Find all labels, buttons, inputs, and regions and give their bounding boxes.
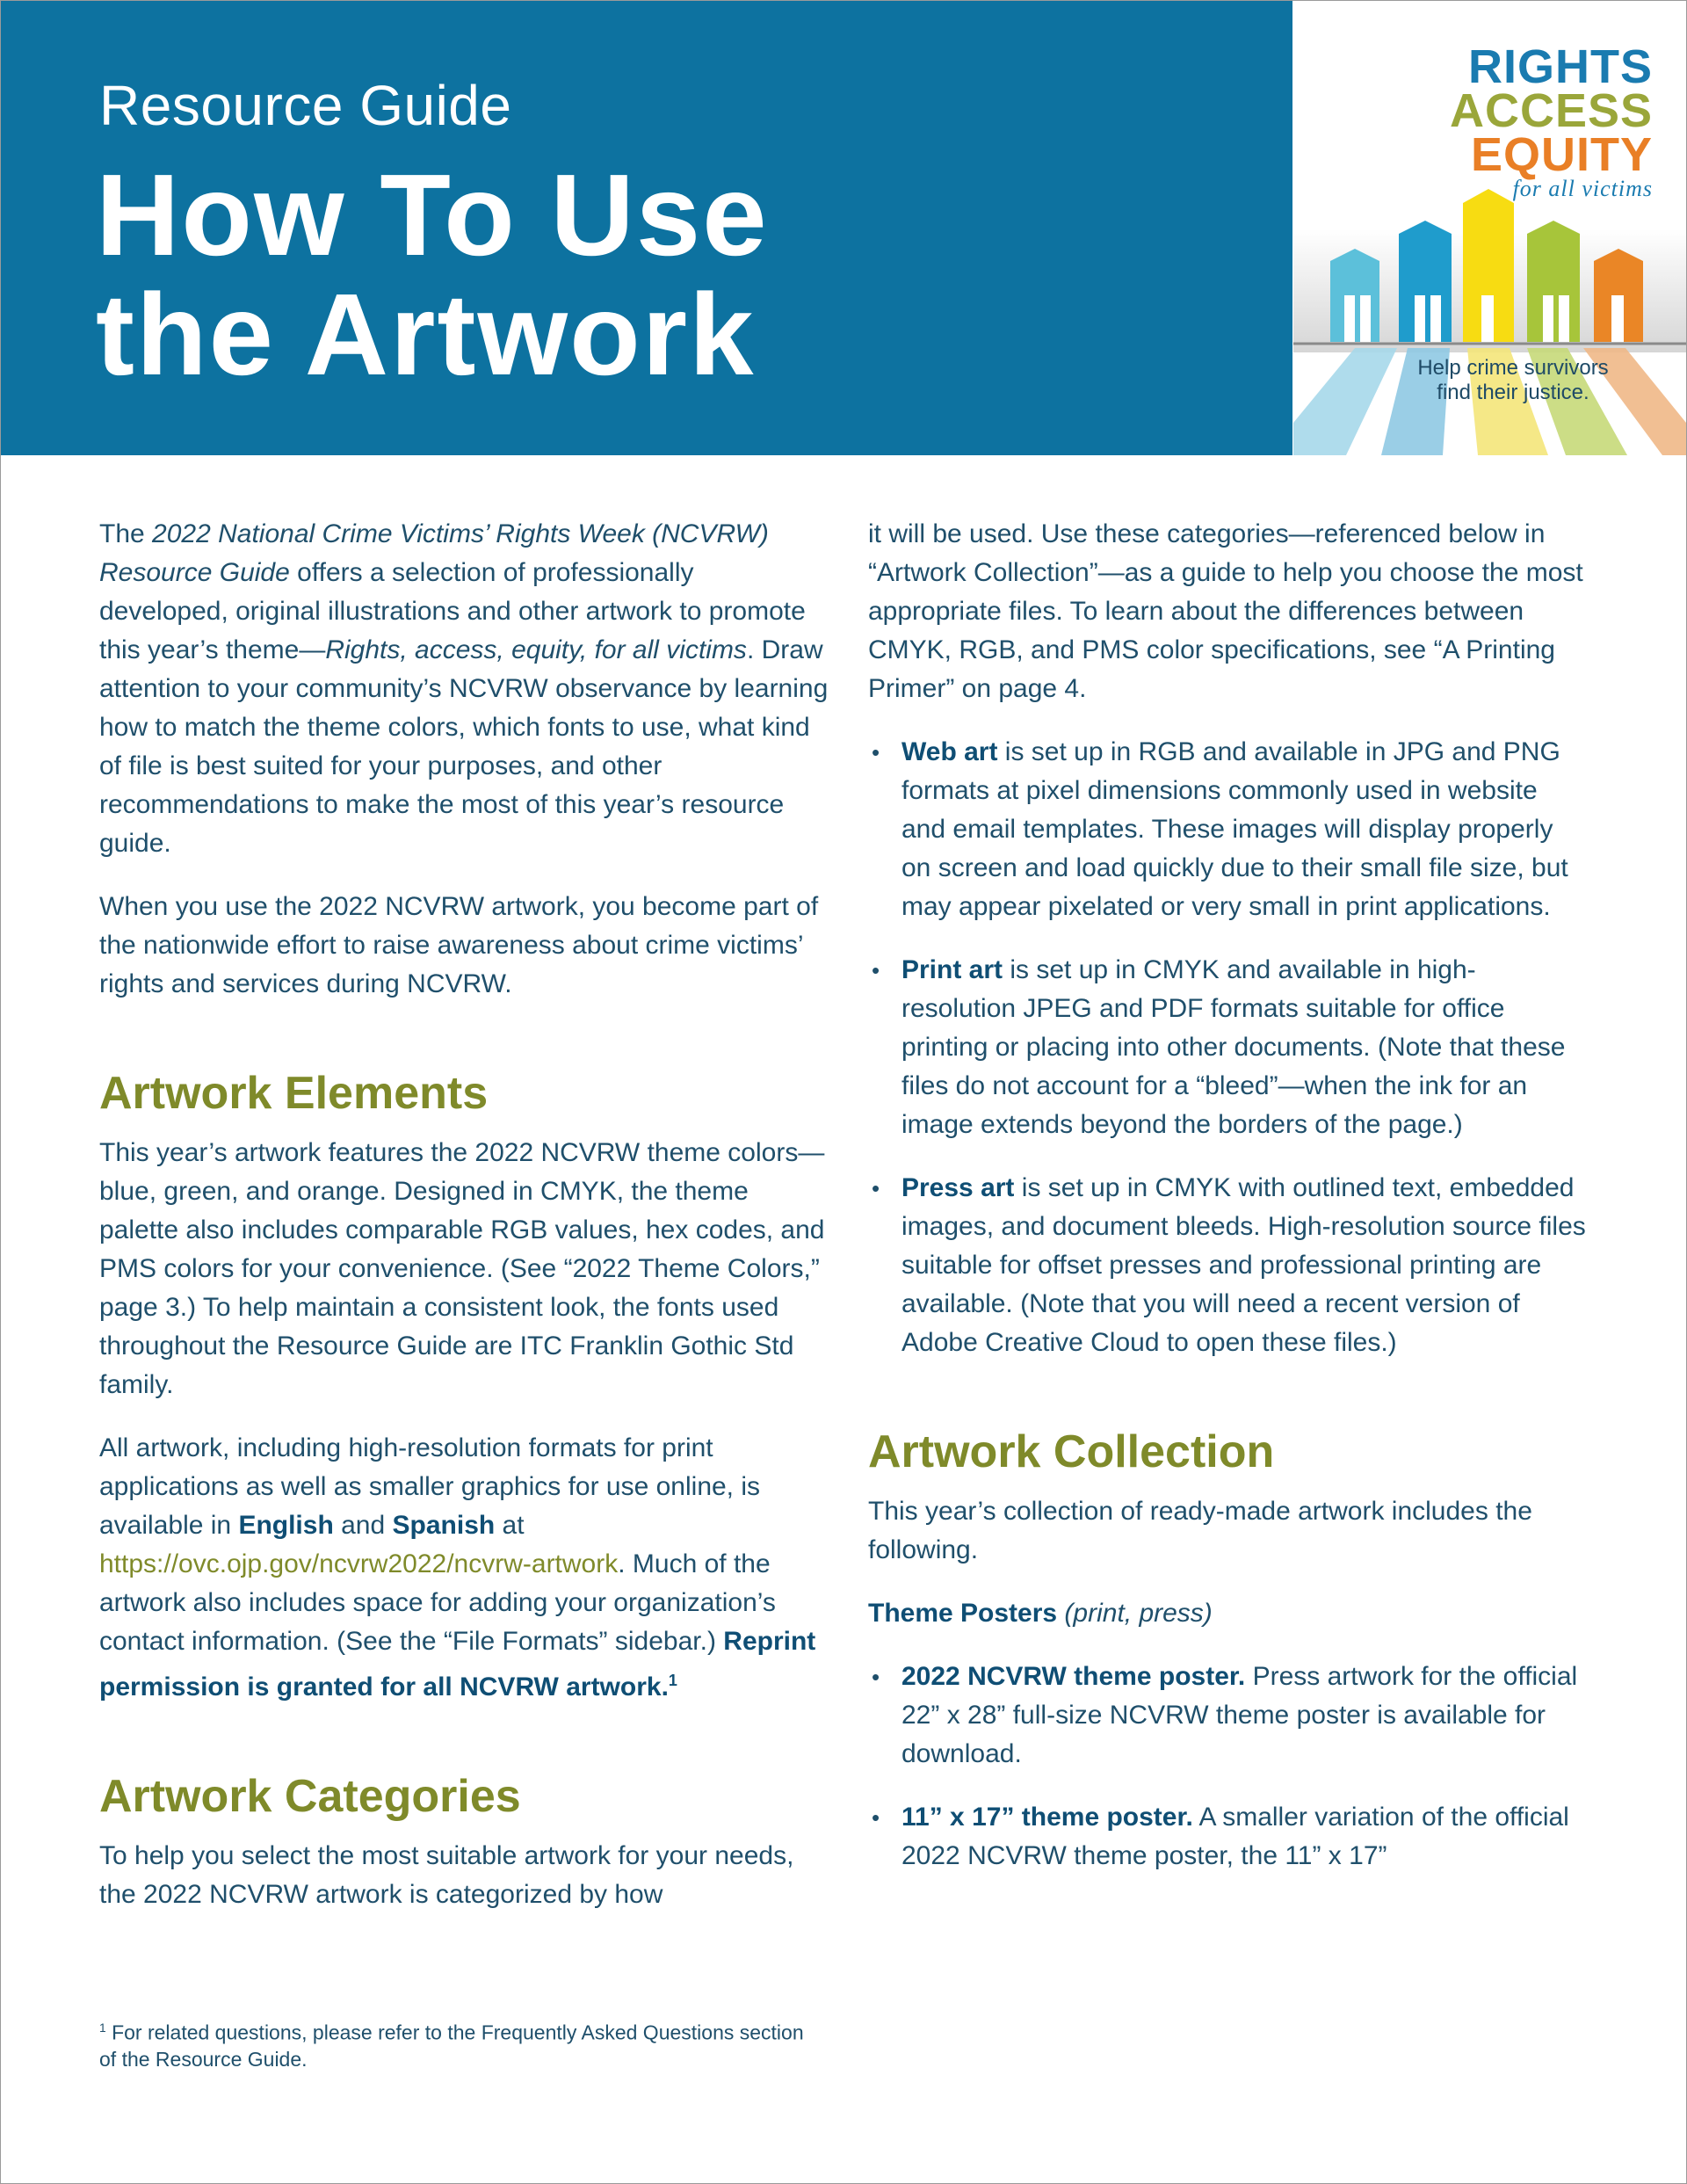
list-item-bold: 2022 NCVRW theme poster. [901, 1662, 1246, 1691]
list-item-bold: 11” x 17” theme poster. [901, 1803, 1193, 1832]
bullet-dot-icon: • [872, 957, 880, 983]
header-eyebrow: Resource Guide [99, 74, 512, 137]
bold-reprint-permission: Reprint permission is granted for all NCVRW artwork. [99, 1627, 816, 1701]
heading-artwork-elements: Artwork Elements [99, 1068, 489, 1119]
paragraph: This year’s collection of ready-made artwork includes the following. [868, 1497, 1532, 1564]
list-item-text: is set up in CMYK with outlined text, embedded images, and document bleeds. High-resolution source files suitable for offset presses and professional printing are available. (Note that you will need a recent version of Adobe Creative Cloud to open these files.) [901, 1173, 1586, 1357]
bullet-dot-icon: • [872, 739, 880, 765]
list-item-bold: Web art [901, 737, 998, 766]
page-title-line2: the Artwork [96, 270, 756, 399]
category-list [868, 733, 1589, 1362]
bold-spanish: Spanish [392, 1511, 496, 1540]
logo-line-equity: EQUITY [1470, 128, 1653, 181]
footnote-text: For related questions, please refer to the Frequently Asked Questions section of the Resource Guide. [99, 2021, 804, 2071]
page-title-line1: How To Use [96, 150, 769, 279]
bullet-dot-icon: • [872, 1804, 880, 1831]
text: All artwork, including high-resolution formats for print applications as well as smaller graphics for use online, is available in [99, 1433, 761, 1540]
list-item [868, 1798, 1589, 1876]
footnote [99, 2015, 820, 2072]
logo-line-access: ACCESS [1449, 84, 1653, 137]
list-item [868, 951, 1589, 1144]
paragraph: This year’s artwork features the 2022 NCVRW theme colors—blue, green, and orange. Designed in CMYK, the theme palette also includes comparable RGB values, hex codes, and PMS colors for your convenience. (See “2022 Theme Colors,” page 3.) To help maintain a consistent look, the fonts used throughout the Resource Guide are ITC Franklin Gothic Std family. [99, 1138, 825, 1399]
bullet-dot-icon: • [872, 1664, 880, 1690]
artwork-link[interactable]: https://ovc.ojp.gov/ncvrw2022/ncvrw-artwork [99, 1549, 619, 1578]
list-item-text: is set up in CMYK and available in high-resolution JPEG and PDF formats suitable for office printing or placing into other documents. (Note that these files do not account for a “bleed”—when the ink for an image extends beyond the borders of the page.) [901, 955, 1566, 1139]
logo-tagline [1364, 356, 1662, 405]
subheading-bold: Theme Posters [868, 1599, 1058, 1628]
list-item-bold: Print art [901, 955, 1003, 984]
text: at [495, 1511, 525, 1540]
list-item-text: Press artwork for the official 22” x 28” full-size NCVRW theme poster is available for download. [901, 1662, 1578, 1768]
footnote-ref: 1 [668, 1672, 677, 1689]
bullet-dot-icon: • [872, 1175, 880, 1201]
logo-tagline-line1: Help crime survivors [1417, 356, 1609, 380]
bold-english: English [238, 1511, 334, 1540]
intro-italic-title: 2022 National Crime Victims’ Rights Week (NCVRW) Resource Guide [99, 519, 769, 587]
list-item [868, 1658, 1589, 1774]
paragraph: To help you select the most suitable artwork for your needs, the 2022 NCVRW artwork is categorized by how [99, 1841, 794, 1909]
list-item [868, 733, 1589, 926]
intro-italic-theme: Rights, access, equity, for all victims [325, 635, 747, 664]
left-column [99, 515, 829, 1939]
list-item [868, 1169, 1589, 1362]
list-item-bold: Press art [901, 1173, 1015, 1202]
subheading-italic: (print, press) [1057, 1599, 1213, 1628]
intro-text: offers a selection of professionally developed, original illustrations and other artwork to promote this year’s theme— [99, 558, 806, 664]
text: . Much of the artwork also includes space for adding your organization’s contact information. (See the “File Formats” sidebar.) [99, 1549, 776, 1656]
paragraph: When you use the 2022 NCVRW artwork, you become part of the nationwide effort to raise awareness about crime victims’ rights and services during NCVRW. [99, 892, 819, 998]
page-title [96, 150, 769, 399]
intro-paragraph [99, 515, 829, 863]
text: and [333, 1511, 393, 1540]
footnote-mark: 1 [99, 2021, 106, 2035]
right-column [868, 515, 1589, 1900]
list-item-text: is set up in RGB and available in JPG and PNG formats at pixel dimensions commonly used in website and email templates. These images will display properly on screen and load quickly due to their small file size, but may appear pixelated or very small in print applications. [901, 737, 1568, 921]
paragraph: it will be used. Use these categories—referenced below in “Artwork Collection”—as a guide to help you choose the most appropriate files. To learn about the differences between CMYK, RGB, and PMS color specifications, see “A Printing Primer” on page 4. [868, 519, 1583, 703]
logo-line-for-all: for all victims [1512, 176, 1653, 201]
intro-text: . Draw attention to your community’s NCVRW observance by learning how to match the theme colors, which fonts to use, what kind of file is best suited for your purposes, and other recommendations to make the most of this year’s resource guide. [99, 635, 829, 858]
intro-text: The [99, 519, 153, 548]
logo-wordmark [1449, 40, 1653, 201]
heading-artwork-collection: Artwork Collection [868, 1426, 1275, 1477]
theme-logo [1293, 1, 1686, 455]
availability-paragraph [99, 1429, 829, 1707]
subheading-theme-posters [868, 1594, 1589, 1633]
poster-list [868, 1658, 1589, 1876]
logo-tagline-line2: find their justice. [1437, 381, 1589, 404]
header-banner [1, 1, 1292, 455]
logo-line-rights: RIGHTS [1467, 40, 1653, 93]
list-item-text: A smaller variation of the official 2022 NCVRW theme poster, the 11” x 17” [901, 1803, 1569, 1870]
heading-artwork-categories: Artwork Categories [99, 1771, 521, 1822]
